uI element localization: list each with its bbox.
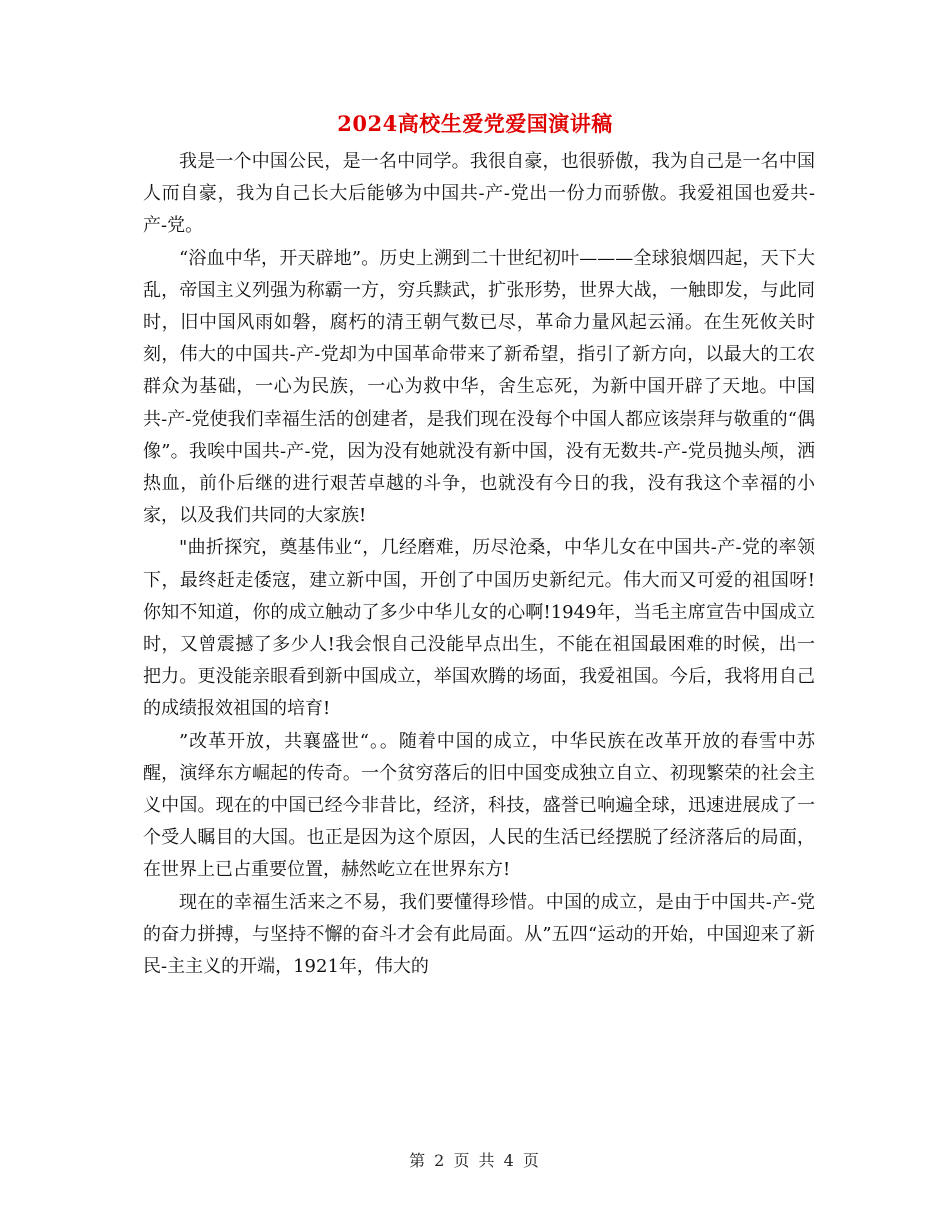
paragraph-5: 现在的幸福生活来之不易，我们要懂得珍惜。中国的成立，是由于中国共-产-党的奋力拼搏，与坚持不懈的奋斗才会有此局面。从”五四“运动的开始，中国迎来了新民-主主义的开端，1921年，伟大的: [143, 891, 815, 978]
paragraph-4: ”改革开放，共襄盛世“。。随着中国的成立，中华民族在改革开放的春雪中苏醒，演绎东方崛起的传奇。一个贫穷落后的旧中国变成独立自立、初现繁荣的社会主义中国。现在的中国已经今非昔比，经济，科技，盛誉已响遍全球，迅速进展成了一个受人瞩目的大国。也正是因为这个原因，人民的生活已经摆脱了经济落后的局面，在世界上已占重要位置，赫然屹立在世界东方!: [143, 730, 815, 881]
document-body: [143, 146, 815, 983]
page-number-footer: 第 2 页 共 4 页: [409, 1151, 541, 1170]
paragraph-3: "曲折探究，奠基伟业“，几经磨难，历尽沧桑，中华儿女在中国共-产-党的率领下，最终赶走倭寇，建立新中国，开创了中国历史新纪元。伟大而又可爱的祖国呀!你知不知道，你的成立触动了多少中华儿女的心啊!1949年，当毛主席宣告中国成立时，又曾震撼了多少人!我会恨自己没能早点出生，不能在祖国最困难的时候，出一把力。更没能亲眼看到新中国成立，举国欢腾的场面，我爱祖国。今后，我将用自己的成绩报效祖国的培育!: [143, 537, 815, 720]
paragraph-1: 我是一个中国公民，是一名中同学。我很自豪，也很骄傲，我为自己是一名中国人而自豪，我为自己长大后能够为中国共-产-党出一份力而骄傲。我爱祖国也爱共-产-党。: [143, 151, 815, 237]
document-title: 2024高校生爱党爱国演讲稿: [337, 111, 613, 136]
paragraph-2: “浴血中华，开天辟地”。历史上溯到二十世纪初叶———全球狼烟四起，天下大乱，帝国主义列强为称霸一方，穷兵黩武，扩张形势，世界大战，一触即发，与此同时，旧中国风雨如磐，腐朽的清王朝气数已尽，革命力量风起云涌。在生死攸关时刻，伟大的中国共-产-党却为中国革命带来了新希望，指引了新方向，以最大的工农群众为基础，一心为民族，一心为救中华，舍生忘死，为新中国开辟了天地。中国共-产-党使我们幸福生活的创建者，是我们现在没每个中国人都应该崇拜与敬重的“偶像”。我唉中国共-产-党，因为没有她就没有新中国，没有无数共-产-党员抛头颅，洒热血，前仆后继的进行艰苦卓越的斗争，也就没有今日的我，没有我这个幸福的小家，以及我们共同的大家族!: [143, 247, 815, 527]
